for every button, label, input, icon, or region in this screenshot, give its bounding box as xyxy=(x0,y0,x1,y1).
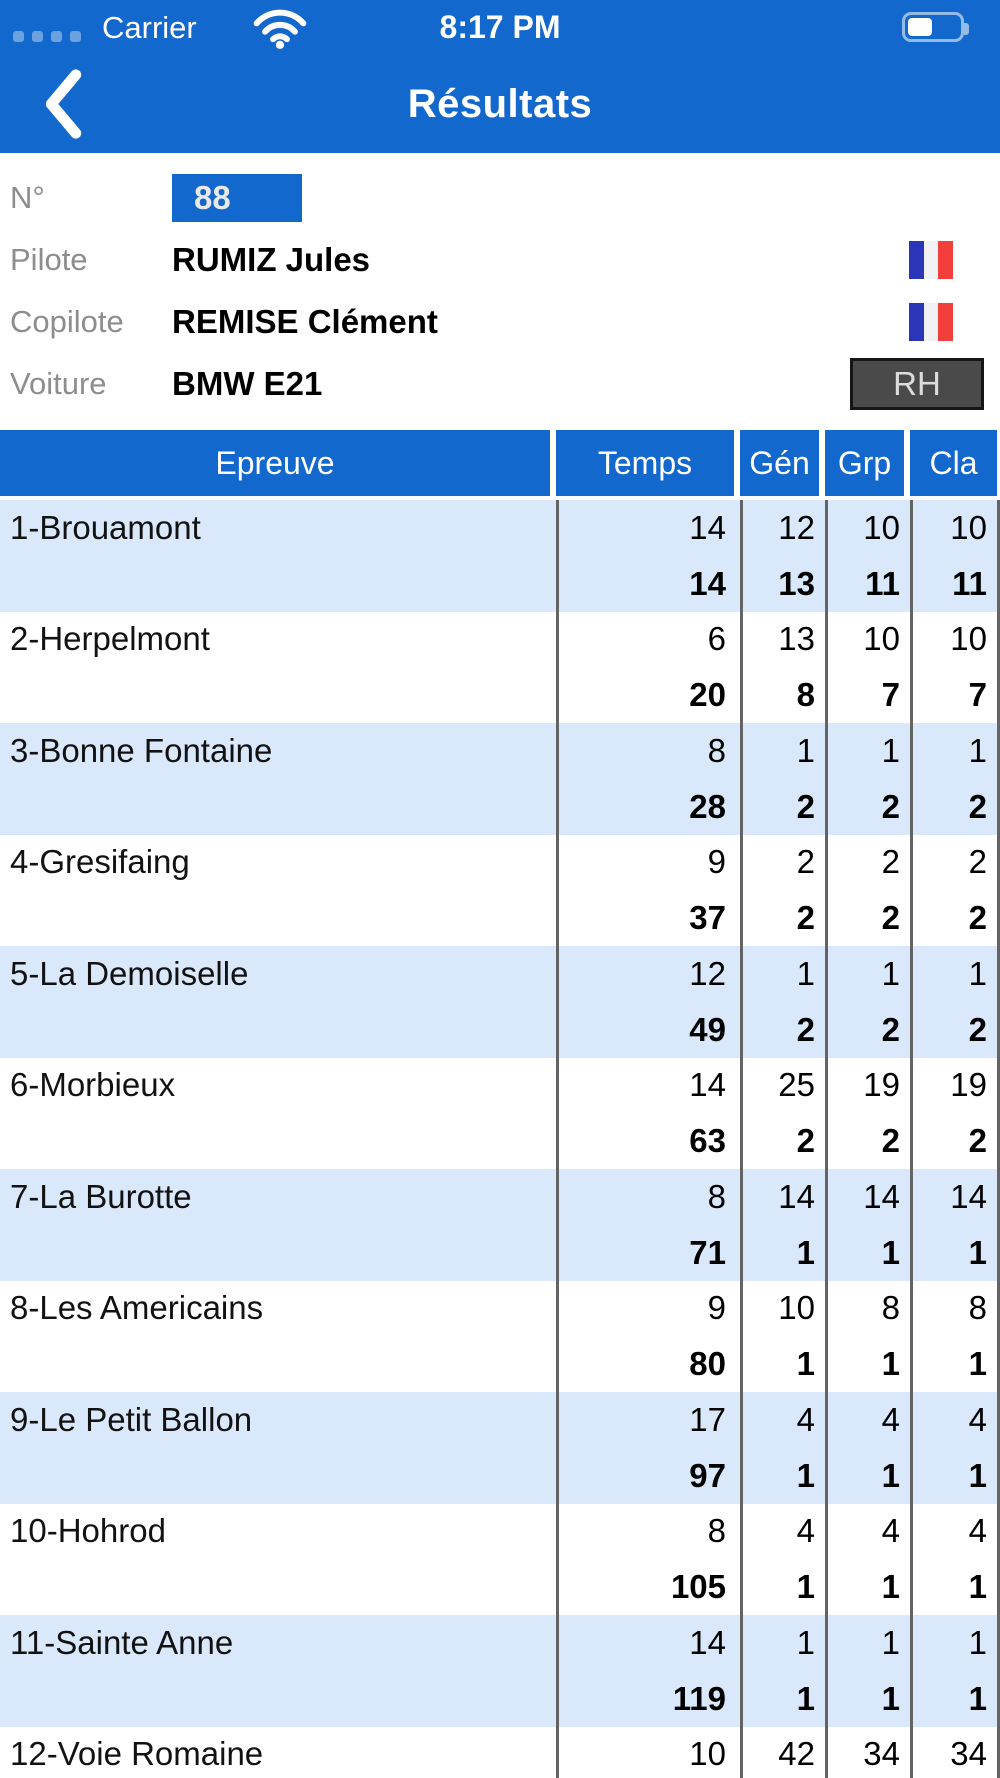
cumulative-class-rank: 2 xyxy=(910,890,1000,946)
stage-class-rank: 19 xyxy=(910,1058,1000,1114)
table-row xyxy=(0,835,1000,947)
back-button[interactable] xyxy=(42,67,102,143)
stage-general-rank: 10 xyxy=(740,1281,825,1337)
stage-class-rank: 8 xyxy=(910,1281,1000,1337)
table-row xyxy=(0,1727,1000,1778)
cumulative-group-rank: 1 xyxy=(825,1559,910,1615)
car-name: BMW E21 xyxy=(172,365,323,402)
france-flag-icon xyxy=(909,241,953,279)
cumulative-class-rank: 7 xyxy=(910,667,1000,723)
table-row xyxy=(0,1392,1000,1504)
stage-name: 5-La Demoiselle xyxy=(10,954,249,992)
cumulative-general-rank: 1 xyxy=(740,1559,825,1615)
stage-class-rank: 4 xyxy=(910,1392,1000,1448)
header-cell-temps: Temps xyxy=(556,430,740,496)
cumulative-general-rank: 1 xyxy=(740,1225,825,1281)
copilot-row xyxy=(0,291,1000,353)
pilot-name: RUMIZ Jules xyxy=(172,241,371,278)
stage-group-rank: 19 xyxy=(825,1058,910,1114)
cumulative-time: 49 xyxy=(556,1002,740,1058)
entrant-info xyxy=(0,153,1000,415)
cumulative-time: 20 xyxy=(556,667,740,723)
cumulative-group-rank: 11 xyxy=(825,556,910,612)
cumulative-group-rank: 1 xyxy=(825,1671,910,1727)
stage-general-rank: 14 xyxy=(740,1169,825,1225)
stage-group-rank: 1 xyxy=(825,1615,910,1671)
cumulative-time: 80 xyxy=(556,1336,740,1392)
cumulative-class-rank: 2 xyxy=(910,1002,1000,1058)
stage-group-rank: 1 xyxy=(825,946,910,1002)
car-row xyxy=(0,353,1000,415)
stage-time: 14 xyxy=(556,500,740,556)
stage-general-rank: 25 xyxy=(740,1058,825,1114)
stage-time: 14 xyxy=(556,1058,740,1114)
stage-name: 3-Bonne Fontaine xyxy=(10,731,273,769)
cumulative-general-rank: 2 xyxy=(740,1113,825,1169)
stage-group-rank: 4 xyxy=(825,1504,910,1560)
stage-name: 7-La Burotte xyxy=(10,1177,192,1215)
cumulative-general-rank: 2 xyxy=(740,890,825,946)
cumulative-class-rank: 1 xyxy=(910,1336,1000,1392)
results-table-body[interactable] xyxy=(0,500,1000,1778)
battery-icon xyxy=(902,12,964,42)
stage-general-rank: 4 xyxy=(740,1504,825,1560)
table-row xyxy=(0,946,1000,1058)
stage-time: 8 xyxy=(556,1169,740,1225)
stage-class-rank: 10 xyxy=(910,500,1000,556)
cumulative-time: 28 xyxy=(556,779,740,835)
cumulative-class-rank: 2 xyxy=(910,1113,1000,1169)
stage-group-rank: 34 xyxy=(825,1727,910,1778)
cumulative-time: 97 xyxy=(556,1448,740,1504)
entrant-number-row xyxy=(0,167,1000,229)
table-header xyxy=(0,430,1000,496)
stage-class-rank: 34 xyxy=(910,1727,1000,1778)
cumulative-group-rank: 2 xyxy=(825,1002,910,1058)
number-label: N° xyxy=(10,180,45,215)
number-input[interactable]: 88 xyxy=(172,174,302,222)
cumulative-group-rank: 1 xyxy=(825,1448,910,1504)
header-cell-grp: Grp xyxy=(825,430,910,496)
stage-group-rank: 1 xyxy=(825,723,910,779)
cumulative-group-rank: 7 xyxy=(825,667,910,723)
cumulative-class-rank: 1 xyxy=(910,1225,1000,1281)
page-title: Résultats xyxy=(407,81,593,126)
stage-group-rank: 4 xyxy=(825,1392,910,1448)
stage-name: 8-Les Americains xyxy=(10,1289,264,1327)
cumulative-group-rank: 2 xyxy=(825,890,910,946)
cumulative-class-rank: 1 xyxy=(910,1559,1000,1615)
cumulative-general-rank: 2 xyxy=(740,779,825,835)
stage-time: 17 xyxy=(556,1392,740,1448)
carrier-label: Carrier xyxy=(102,9,197,45)
stage-class-rank: 14 xyxy=(910,1169,1000,1225)
group-badge[interactable]: RH xyxy=(850,358,984,410)
stage-time: 6 xyxy=(556,612,740,668)
stage-group-rank: 10 xyxy=(825,612,910,668)
stage-class-rank: 1 xyxy=(910,946,1000,1002)
cumulative-group-rank: 1 xyxy=(825,1225,910,1281)
cumulative-general-rank: 13 xyxy=(740,556,825,612)
cumulative-general-rank: 1 xyxy=(740,1448,825,1504)
stage-name: 10-Hohrod xyxy=(10,1512,166,1550)
stage-general-rank: 4 xyxy=(740,1392,825,1448)
nav-bar xyxy=(0,55,1000,153)
stage-time: 9 xyxy=(556,1281,740,1337)
table-row xyxy=(0,1281,1000,1393)
cumulative-time: 37 xyxy=(556,890,740,946)
stage-time: 10 xyxy=(556,1727,740,1778)
cumulative-time: 119 xyxy=(556,1671,740,1727)
stage-group-rank: 10 xyxy=(825,500,910,556)
pilot-label: Pilote xyxy=(10,242,88,277)
chevron-left-icon xyxy=(42,68,82,143)
header-cell-epreuve: Epreuve xyxy=(0,430,556,496)
cumulative-time: 71 xyxy=(556,1225,740,1281)
stage-name: 11-Sainte Anne xyxy=(10,1623,234,1661)
cumulative-general-rank: 2 xyxy=(740,1002,825,1058)
stage-name: 6-Morbieux xyxy=(10,1066,176,1104)
cumulative-general-rank: 1 xyxy=(740,1336,825,1392)
stage-general-rank: 1 xyxy=(740,723,825,779)
cumulative-time: 105 xyxy=(556,1559,740,1615)
stage-name: 2-Herpelmont xyxy=(10,620,210,658)
stage-name: 9-Le Petit Ballon xyxy=(10,1400,253,1438)
copilot-label: Copilote xyxy=(10,304,124,339)
cumulative-class-rank: 1 xyxy=(910,1448,1000,1504)
table-row xyxy=(0,500,1000,612)
stage-class-rank: 2 xyxy=(910,835,1000,891)
stage-general-rank: 1 xyxy=(740,946,825,1002)
stage-general-rank: 2 xyxy=(740,835,825,891)
stage-general-rank: 13 xyxy=(740,612,825,668)
stage-name: 1-Brouamont xyxy=(10,508,201,546)
table-row xyxy=(0,1058,1000,1170)
stage-name: 12-Voie Romaine xyxy=(10,1735,264,1773)
cumulative-class-rank: 11 xyxy=(910,556,1000,612)
stage-group-rank: 14 xyxy=(825,1169,910,1225)
cumulative-group-rank: 2 xyxy=(825,1113,910,1169)
copilot-name: REMISE Clément xyxy=(172,303,438,340)
stage-time: 12 xyxy=(556,946,740,1002)
stage-time: 14 xyxy=(556,1615,740,1671)
table-row xyxy=(0,723,1000,835)
stage-class-rank: 10 xyxy=(910,612,1000,668)
stage-general-rank: 42 xyxy=(740,1727,825,1778)
cumulative-general-rank: 8 xyxy=(740,667,825,723)
cumulative-class-rank: 1 xyxy=(910,1671,1000,1727)
pilot-row xyxy=(0,229,1000,291)
cumulative-time: 63 xyxy=(556,1113,740,1169)
stage-time: 9 xyxy=(556,835,740,891)
cumulative-time: 14 xyxy=(556,556,740,612)
header-cell-gen: Gén xyxy=(740,430,825,496)
cumulative-class-rank: 2 xyxy=(910,779,1000,835)
stage-time: 8 xyxy=(556,723,740,779)
table-row xyxy=(0,1615,1000,1727)
stage-general-rank: 1 xyxy=(740,1615,825,1671)
stage-class-rank: 4 xyxy=(910,1504,1000,1560)
stage-time: 8 xyxy=(556,1504,740,1560)
cumulative-general-rank: 1 xyxy=(740,1671,825,1727)
table-row xyxy=(0,1169,1000,1281)
stage-class-rank: 1 xyxy=(910,1615,1000,1671)
table-row xyxy=(0,612,1000,724)
status-bar xyxy=(0,0,1000,55)
table-row xyxy=(0,1504,1000,1616)
cumulative-group-rank: 2 xyxy=(825,779,910,835)
stage-general-rank: 12 xyxy=(740,500,825,556)
stage-group-rank: 8 xyxy=(825,1281,910,1337)
clock-label: 8:17 PM xyxy=(439,9,561,45)
stage-class-rank: 1 xyxy=(910,723,1000,779)
cumulative-group-rank: 1 xyxy=(825,1336,910,1392)
france-flag-icon xyxy=(909,303,953,341)
car-label: Voiture xyxy=(10,366,107,401)
header-cell-cla: Cla xyxy=(910,430,1000,496)
stage-group-rank: 2 xyxy=(825,835,910,891)
stage-name: 4-Gresifaing xyxy=(10,843,190,881)
